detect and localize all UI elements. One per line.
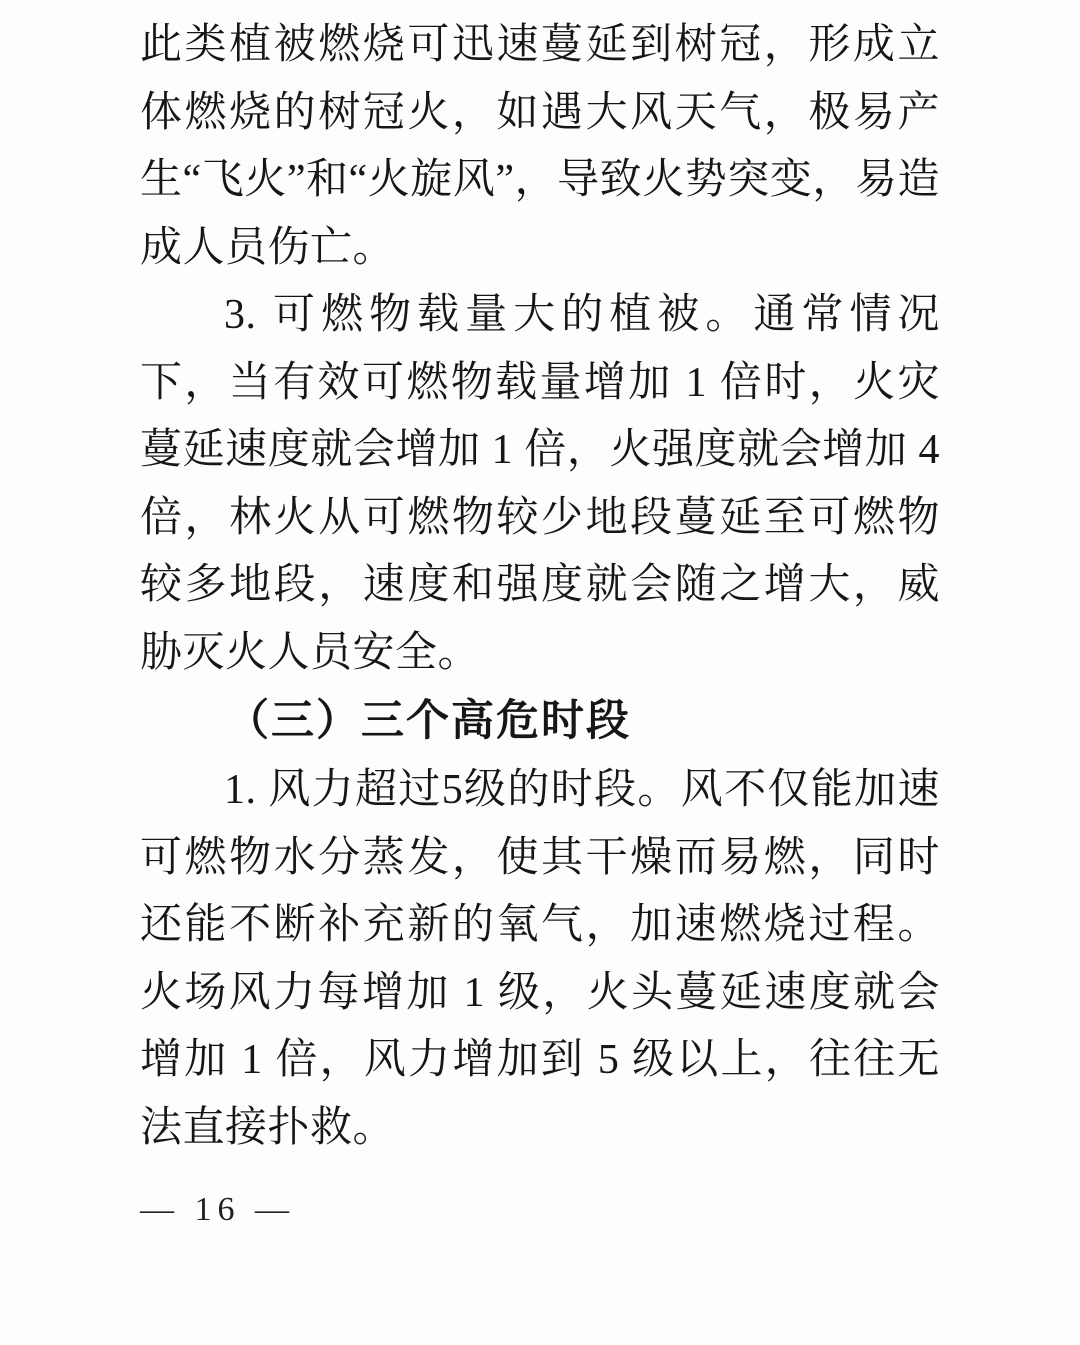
paragraph-fuel-load: 3. 可燃物载量大的植被。通常情况下，当有效可燃物载量增加 1 倍时，火灾蔓延速度就会增加 1 倍，火强度就会增加 4 倍，林火从可燃物较少地段蔓延至可燃物较多地段，速度和强度就会随之增大，威胁灭火人员安全。 [140,292,940,676]
paragraph-wind-force: 1. 风力超过5级的时段。风不仅能加速可燃物水分蒸发，使其干燥而易燃，同时还能不断补充新的氧气，加速燃烧过程。火场风力每增加 1 级，火头蔓延速度就会增加 1 倍，风力增加到 5 级以上，往往无法直接扑救。 [140,767,940,1151]
paragraph-vegetation-crown-fire: 此类植被燃烧可迅速蔓延到树冠，形成立体燃烧的树冠火，如遇大风天气，极易产生“飞火”和“火旋风”，导致火势突变，易造成人员伤亡。 [140,22,940,271]
page-footer [140,1188,295,1232]
page-number: — 16 — [140,1191,295,1228]
section-heading-three-high-risk-periods: （三）三个高危时段 [226,698,631,745]
